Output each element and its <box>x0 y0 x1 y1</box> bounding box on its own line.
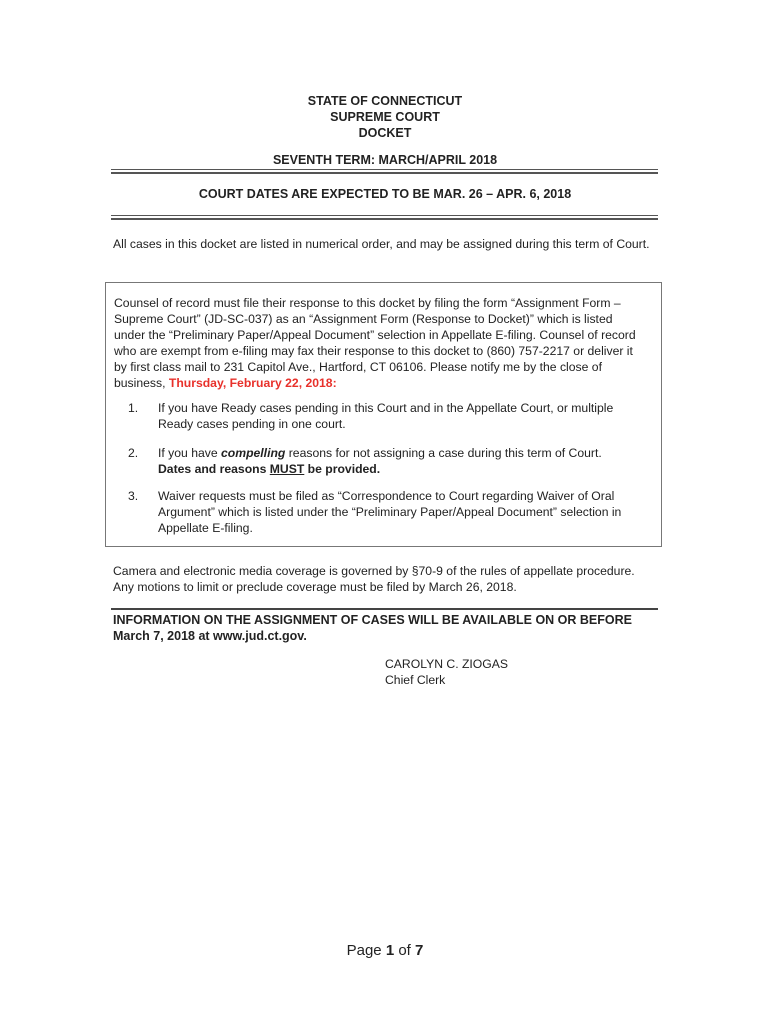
list-number: 1. <box>128 401 139 415</box>
list-number: 3. <box>128 489 139 503</box>
assignment-info: INFORMATION ON THE ASSIGNMENT OF CASES WILL BE AVAILABLE ON OR BEFORE March 7, 2018 at www.jud.ct.gov. <box>113 613 632 643</box>
page-current: 1 <box>385 942 395 959</box>
list-text-post: reasons for not assigning a case during this term of Court. <box>285 446 602 460</box>
requirement-post: be provided. <box>304 462 381 476</box>
divider-bottom <box>111 215 658 220</box>
clerk-name: CAROLYN C. ZIOGAS <box>385 657 509 671</box>
intro-paragraph: All cases in this docket are listed in numerical order, and may be assigned during this term of Court. <box>113 237 650 251</box>
clerk-title: Chief Clerk <box>385 673 446 687</box>
header-court: SUPREME COURT <box>330 110 440 124</box>
camera-paragraph: Camera and electronic media coverage is governed by §70-9 of the rules of appellate procedure. Any motions to limit or preclude coverage must be filed by March 26, 2018. <box>113 564 635 594</box>
list-number: 2. <box>128 446 139 460</box>
docket-header <box>113 93 657 141</box>
requirement-must: MUST <box>269 462 305 476</box>
page-footer <box>0 942 770 959</box>
divider-info <box>111 608 658 610</box>
list-text <box>158 445 638 477</box>
signature-block <box>385 656 508 688</box>
divider-top <box>111 169 658 174</box>
requirement-pre: Dates and reasons <box>158 462 270 476</box>
page-word: Page <box>346 942 382 959</box>
deadline-date: Thursday, February 22, 2018: <box>168 376 337 390</box>
notice-paragraph <box>114 295 646 391</box>
notice-text: Counsel of record must file their response to this docket by filing the form “Assignment Form – Supreme Court” (JD-SC-037) as an “Assignment Form (Response to Docket)” which is listed under the “Preliminary Paper/Appeal Document” selection in Appellate E-filing. Counsel of record who are exempt from e-filing may fax their response to this docket to (860) 757-2217 or deliver it by first class mail to 231 Capitol Ave., Hartford, CT 06106. Please notify me by the close of business, <box>114 296 636 390</box>
list-text-pre: If you have <box>158 446 222 460</box>
court-dates: COURT DATES ARE EXPECTED TO BE MAR. 26 – APR. 6, 2018 <box>198 187 572 201</box>
term-title: SEVENTH TERM: MARCH/APRIL 2018 <box>272 153 498 167</box>
page-total: 7 <box>415 942 424 959</box>
emphasis-compelling: compelling <box>221 446 286 460</box>
of-word: of <box>398 942 411 959</box>
list-text: If you have Ready cases pending in this Court and in the Appellate Court, or multiple Ready cases pending in one court. <box>158 401 614 431</box>
list-text: Waiver requests must be filed as “Correspondence to Court regarding Waiver of Oral Argument” which is listed under the “Preliminary Paper/Appeal Document” selection in Appellate E-filing. <box>158 489 622 535</box>
header-state: STATE OF CONNECTICUT <box>307 94 463 108</box>
header-docket: DOCKET <box>358 126 412 140</box>
notice-box <box>105 282 662 547</box>
